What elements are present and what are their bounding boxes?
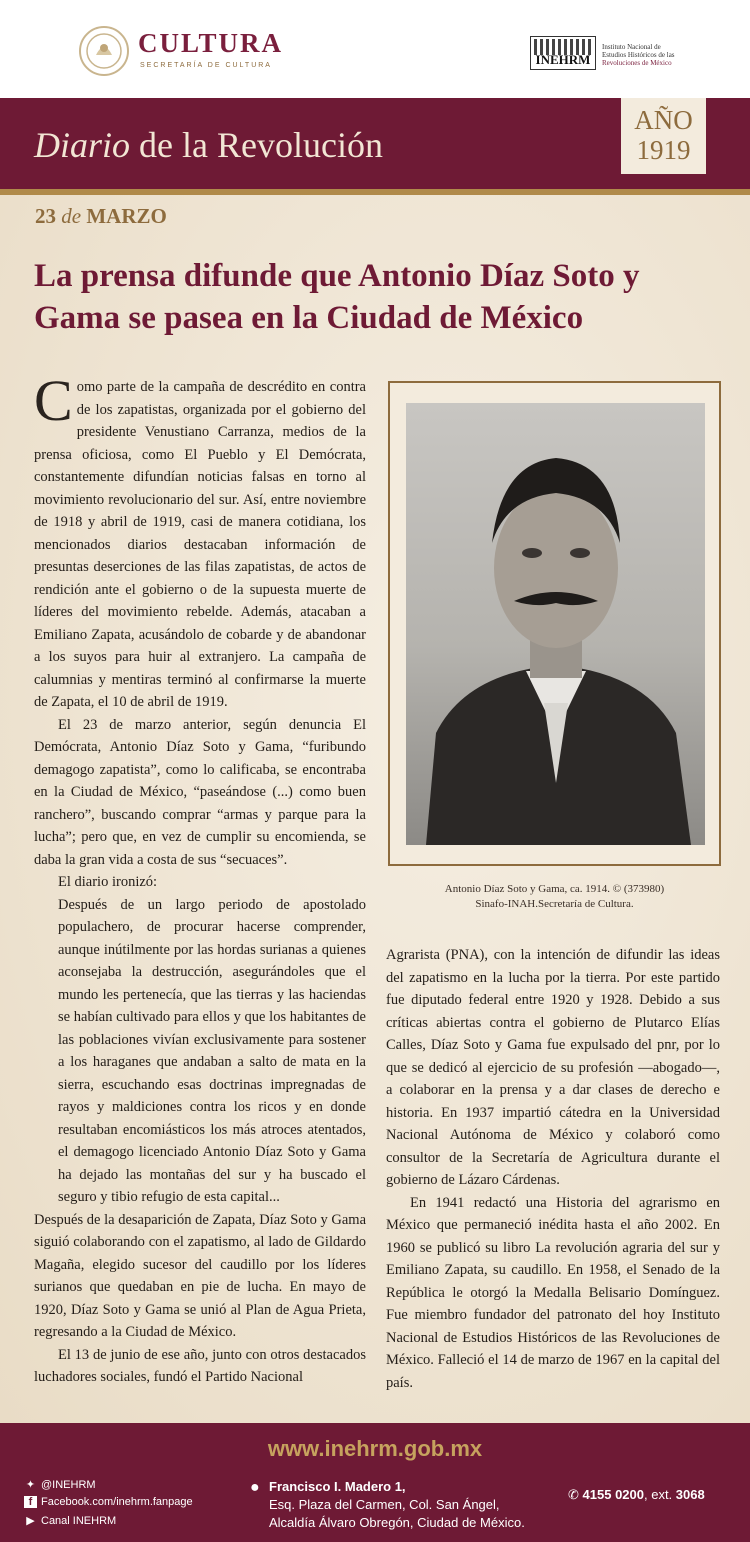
block-quote: Después de un largo periodo de apostolado populachero, de procurar hacerse comprender, aunque inútilmente por las hordas surianas a quienes aconsejaba la destrucción, asegurándoles que el mundo les pertenecía, que las tierras y las haciendas se habían cultivado para ellos y que los habitantes de las poblaciones vivían exclusivamente para sostener a los haraganes que andaban a salto de mata en la sierra, escuchando esas doctrinas impregnadas de rayos y maldiciones contra los ricos y en donde resultaban encomiásticos los más atroces atentados, el demagogo licenciado Antonio Díaz Soto y Gama ha dejado las montañas del sur y ha buscado el seguro y tibio refugio de esta capital... bbox=[58, 896, 366, 1205]
website-link[interactable]: www.inehrm.gob.mx bbox=[267, 1436, 483, 1461]
twitter-handle: @INEHRM bbox=[41, 1479, 96, 1491]
youtube-link[interactable] bbox=[24, 1514, 116, 1527]
twitter-link[interactable] bbox=[24, 1478, 96, 1491]
paragraph-7: En 1941 redactó una Historia del agrarismo en México que permaneció inédita hasta el año 2002. En 1960 se publicó su libro La revolución agraria del sur y Emiliano Zapata, su caudillo. En 1958, el Senado de la República le otorgó la Medalla Belisario Domínguez. Fue miembro fundador del patronato del hoy Instituto Nacional de Estudios Históricos de las Revoluciones de México. Falleció el 14 de marzo de 1967 en la capital del país. bbox=[386, 1194, 720, 1391]
right-column bbox=[386, 944, 720, 1394]
caption-line2: Sinafo-INAH.Secretaría de Cultura. bbox=[475, 898, 634, 910]
inehrm-line2: Estudios Históricos de las bbox=[602, 51, 675, 59]
photo-caption bbox=[388, 882, 721, 912]
phone bbox=[568, 1487, 705, 1503]
phone-icon: ✆ bbox=[568, 1487, 579, 1502]
date-de: de bbox=[61, 204, 82, 228]
date-day: 23 bbox=[35, 204, 56, 228]
address-line2: Esq. Plaza del Carmen, Col. San Ángel, bbox=[269, 1497, 500, 1512]
twitter-icon: ✦ bbox=[25, 1479, 36, 1491]
date-month: MARZO bbox=[86, 204, 167, 228]
inehrm-line3: Revoluciones de México bbox=[602, 59, 672, 67]
paragraph-3: El diario ironizó: bbox=[58, 874, 158, 890]
inehrm-line1: Instituto Nacional de bbox=[602, 43, 661, 51]
inehrm-logo bbox=[530, 36, 596, 70]
brand-title: CULTURA bbox=[138, 28, 284, 58]
location-pin-icon: ● bbox=[250, 1479, 260, 1496]
youtube-icon: ▶ bbox=[26, 1515, 35, 1527]
inehrm-logo-text: INEHRM bbox=[535, 52, 591, 67]
year-value: 1919 bbox=[636, 135, 691, 165]
paragraph-4: Después de la desaparición de Zapata, Díaz Soto y Gama siguió colaborando con el zapatismo, al lado de Gildardo Magaña, elegido sucesor del caudillo por los líderes surianos que quedaban en pie de lucha. En mayo de 1920, Díaz Soto y Gama se unió al Plan de Agua Prieta, regresando a la Ciudad de México. bbox=[34, 1211, 366, 1340]
paragraph-5: El 13 de junio de ese año, junto con otros destacados luchadores sociales, fundó el Partido Nacional bbox=[34, 1346, 366, 1385]
drop-cap: C bbox=[34, 368, 73, 433]
phone-extension: 3068 bbox=[675, 1487, 705, 1502]
inehrm-name bbox=[602, 43, 675, 67]
facebook-url: Facebook.com/inehrm.fanpage bbox=[41, 1496, 193, 1508]
banner-title-italic: Diario bbox=[34, 125, 131, 165]
address-line3: Alcaldía Álvaro Obregón, Ciudad de México. bbox=[269, 1515, 525, 1530]
article-headline: La prensa difunde que Antonio Díaz Soto y Gama se pasea en la Ciudad de México bbox=[34, 258, 640, 336]
facebook-icon: f bbox=[24, 1496, 37, 1508]
paragraph-1 bbox=[34, 368, 366, 714]
phone-number: 4155 0200 bbox=[582, 1487, 644, 1502]
seal-icon bbox=[79, 26, 129, 76]
photo-frame bbox=[388, 381, 721, 866]
article-date bbox=[35, 204, 167, 229]
banner-title bbox=[34, 124, 383, 166]
caption-line1: Antonio Díaz Soto y Gama, ca. 1914. © (373980) bbox=[444, 883, 665, 895]
year-label: AÑO bbox=[634, 105, 693, 135]
paragraph-1-text: omo parte de la campaña de descrédito en contra de los zapatistas, organizada por el gobierno del presidente Venustiano Carranza, medios de la prensa oficiosa, como El Pueblo y El Demócrata, constantemente difundían noticias falsas en torno al movimiento revolucionario del sur. Así, entre noviembre de 1918 y abril de 1919, casi de manera cotidiana, los mencionados diarios destacaban información de presuntas deserciones de las filas zapatistas, de actos de rendición ante el gobierno o de la supuesta muerte de líderes del movimiento rebelde. Además, atacaban a Emiliano Zapata, acusándolo de cobarde y de abandonar a los suyos para huir al extranjero. La campaña de calumnias y mentiras terminó al confirmarse la muerte de Zapata, el 10 de abril de 1919. bbox=[34, 379, 366, 710]
portrait-photo bbox=[406, 403, 705, 845]
youtube-channel: Canal INEHRM bbox=[41, 1515, 117, 1527]
year-box bbox=[621, 98, 706, 174]
phone-ext-label: , ext. bbox=[643, 1487, 676, 1502]
banner-title-rest: de la Revolución bbox=[130, 125, 383, 165]
brand-subtitle: SECRETARÍA DE CULTURA bbox=[140, 62, 272, 69]
paragraph-2: El 23 de marzo anterior, según denuncia El Demócrata, Antonio Díaz Soto y Gama, “furibundo demagogo zapatista”, como lo calificaba, se encontraba en la Ciudad de México, “paseándose (...) como buen ranchero”, buscando comprar “armas y parque para la lucha”; pero que, en vez de cumplir su encomienda, se daba la gran vida a costa de sus “secuaces”. bbox=[34, 716, 366, 868]
address-line1: Francisco I. Madero 1, bbox=[269, 1479, 406, 1494]
address bbox=[250, 1478, 525, 1532]
facebook-link[interactable] bbox=[24, 1496, 193, 1508]
paragraph-6: Agrarista (PNA), con la intención de difundir las ideas del zapatismo en la lucha por la tierra. Por este partido fue diputado federal entre 1920 y 1928. Debido a sus críticas abiertas contra el gobierno de Plutarco Elías Calles, Díaz Soto y Gama fue expulsado del pnr, por lo que se dedicó al ejercicio de su profesión —abogado—, a colaborar en la prensa y a dar clases de derecho e historia. En 1937 impartió cátedra en la Universidad Nacional Autónoma de México y colaboró como consultor de la Secretaría de Agricultura durante el gobierno de Lázaro Cárdenas. bbox=[386, 947, 720, 1188]
left-column bbox=[34, 368, 366, 1389]
